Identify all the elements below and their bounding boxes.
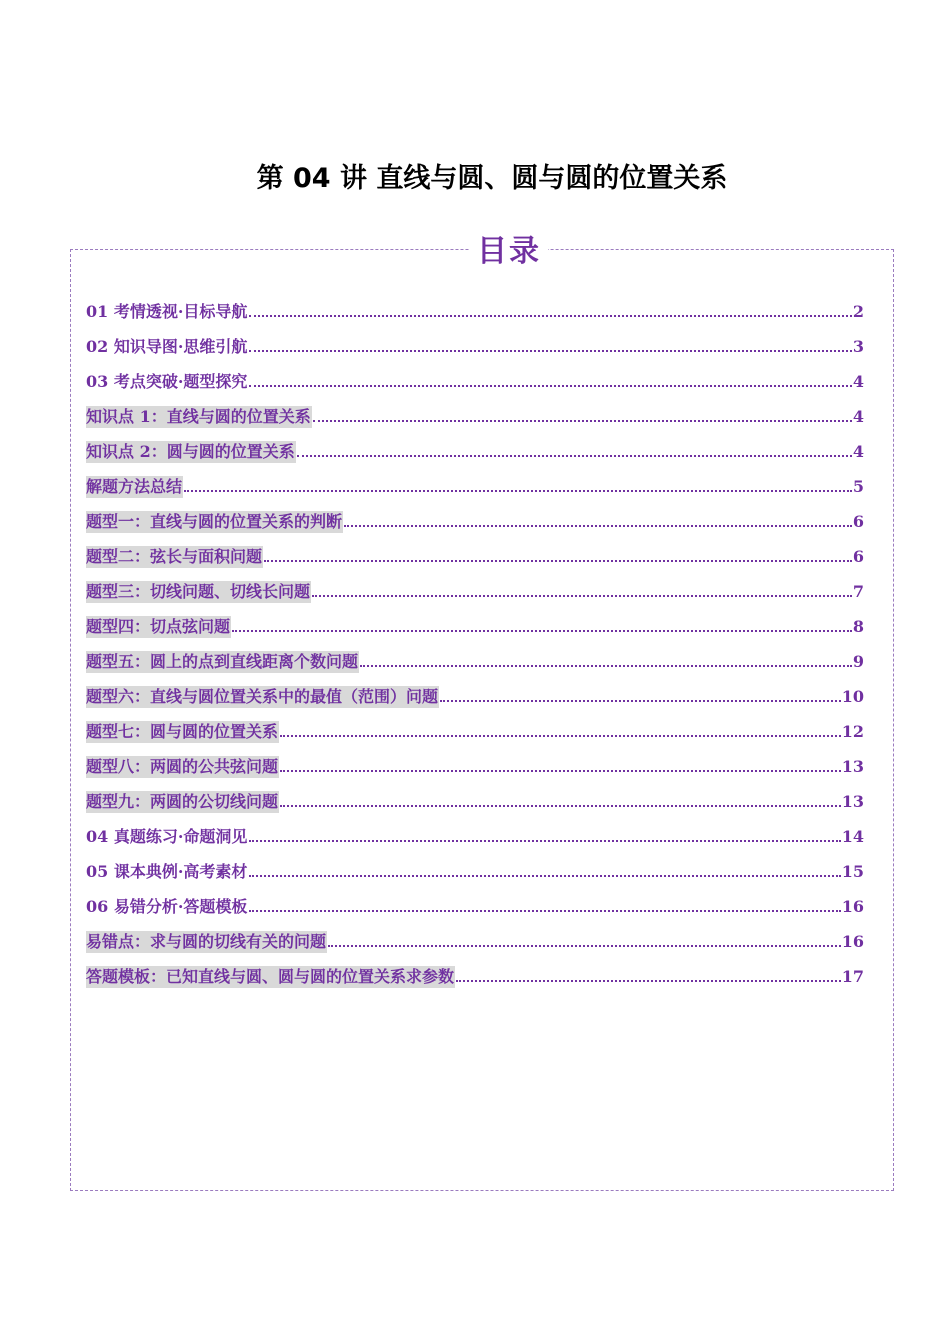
toc-entry-label[interactable]: 题型二：弦长与面积问题 [86,547,263,566]
toc-leader-dots [232,630,852,632]
toc-entry[interactable] [86,533,864,568]
toc-entry-page[interactable]: 13 [841,757,864,776]
toc-entry[interactable] [86,743,864,778]
toc-entry[interactable] [86,953,864,988]
toc-entry[interactable] [86,568,864,603]
toc-entry-label[interactable]: 题型三：切线问题、切线长问题 [86,582,311,601]
toc-entry-page[interactable]: 14 [841,827,864,846]
toc-entry-page[interactable]: 4 [852,442,864,461]
toc-leader-dots [297,455,852,457]
toc-heading: 目录 [470,232,548,272]
page-title: 第 04 讲 直线与圆、圆与圆的位置关系 [256,163,728,194]
toc-leader-dots [249,315,851,317]
toc-entry-label[interactable]: 答题模板：已知直线与圆、圆与圆的位置关系求参数 [86,967,455,986]
toc-entry-page[interactable]: 15 [841,862,864,881]
toc-entry[interactable] [86,288,864,323]
toc-list [86,288,864,988]
toc-entry[interactable] [86,638,864,673]
toc-leader-dots [249,350,851,352]
toc-entry-page[interactable]: 6 [852,512,864,531]
toc-entry-page[interactable]: 9 [852,652,864,671]
toc-entry[interactable] [86,778,864,813]
toc-entry-label[interactable]: 题型一：直线与圆的位置关系的判断 [86,512,343,531]
toc-entry[interactable] [86,813,864,848]
toc-leader-dots [249,385,851,387]
toc-entry[interactable] [86,428,864,463]
toc-entry[interactable] [86,883,864,918]
toc-leader-dots [440,700,841,702]
toc-entry-page[interactable]: 7 [852,582,864,601]
toc-entry[interactable] [86,848,864,883]
toc-leader-dots [249,840,840,842]
toc-entry-label[interactable]: 解题方法总结 [86,477,183,496]
toc-entry-label[interactable]: 06 易错分析·答题模板 [86,897,248,916]
toc-leader-dots [249,875,840,877]
toc-entry-label[interactable]: 知识点 1：直线与圆的位置关系 [86,407,311,426]
toc-entry-label[interactable]: 知识点 2：圆与圆的位置关系 [86,442,295,461]
toc-entry-page[interactable]: 16 [841,897,864,916]
toc-leader-dots [312,595,852,597]
toc-entry-page[interactable]: 17 [841,967,864,986]
toc-entry-label[interactable]: 题型五：圆上的点到直线距离个数问题 [86,652,359,671]
toc-entry-page[interactable]: 10 [841,687,864,706]
toc-leader-dots [249,910,840,912]
toc-entry-page[interactable]: 16 [841,932,864,951]
toc-entry-label[interactable]: 题型九：两圆的公切线问题 [86,792,279,811]
toc-entry[interactable] [86,323,864,358]
toc-leader-dots [456,980,841,982]
toc-entry-page[interactable]: 8 [852,617,864,636]
toc-entry-label[interactable]: 易错点：求与圆的切线有关的问题 [86,932,327,951]
toc-entry[interactable] [86,358,864,393]
toc-entry[interactable] [86,463,864,498]
toc-entry-label[interactable]: 02 知识导图·思维引航 [86,337,248,356]
toc-entry-label[interactable]: 01 考情透视·目标导航 [86,302,248,321]
toc-leader-dots [280,770,841,772]
toc-leader-dots [344,525,852,527]
toc-entry-label[interactable]: 题型七：圆与圆的位置关系 [86,722,279,741]
toc-entry-label[interactable]: 04 真题练习·命题洞见 [86,827,248,846]
toc-entry-label[interactable]: 题型四：切点弦问题 [86,617,231,636]
toc-leader-dots [184,490,852,492]
toc-leader-dots [328,945,841,947]
toc-entry-page[interactable]: 13 [841,792,864,811]
toc-leader-dots [360,665,852,667]
toc-entry-page[interactable]: 5 [852,477,864,496]
toc-entry[interactable] [86,673,864,708]
toc-entry[interactable] [86,918,864,953]
toc-entry-label[interactable]: 03 考点突破·题型探究 [86,372,248,391]
toc-leader-dots [280,735,841,737]
toc-entry-page[interactable]: 4 [852,407,864,426]
toc-entry[interactable] [86,393,864,428]
toc-entry-page[interactable]: 3 [852,337,864,356]
toc-leader-dots [280,805,841,807]
toc-entry-page[interactable]: 2 [852,302,864,321]
toc-entry-page[interactable]: 12 [841,722,864,741]
toc-entry-label[interactable]: 题型六：直线与圆位置关系中的最值（范围）问题 [86,687,439,706]
toc-leader-dots [313,420,852,422]
toc-entry-page[interactable]: 4 [852,372,864,391]
toc-entry-page[interactable]: 6 [852,547,864,566]
toc-leader-dots [264,560,852,562]
toc-entry[interactable] [86,708,864,743]
toc-entry[interactable] [86,498,864,533]
toc-entry-label[interactable]: 题型八：两圆的公共弦问题 [86,757,279,776]
toc-entry[interactable] [86,603,864,638]
toc-entry-label[interactable]: 05 课本典例·高考素材 [86,862,248,881]
